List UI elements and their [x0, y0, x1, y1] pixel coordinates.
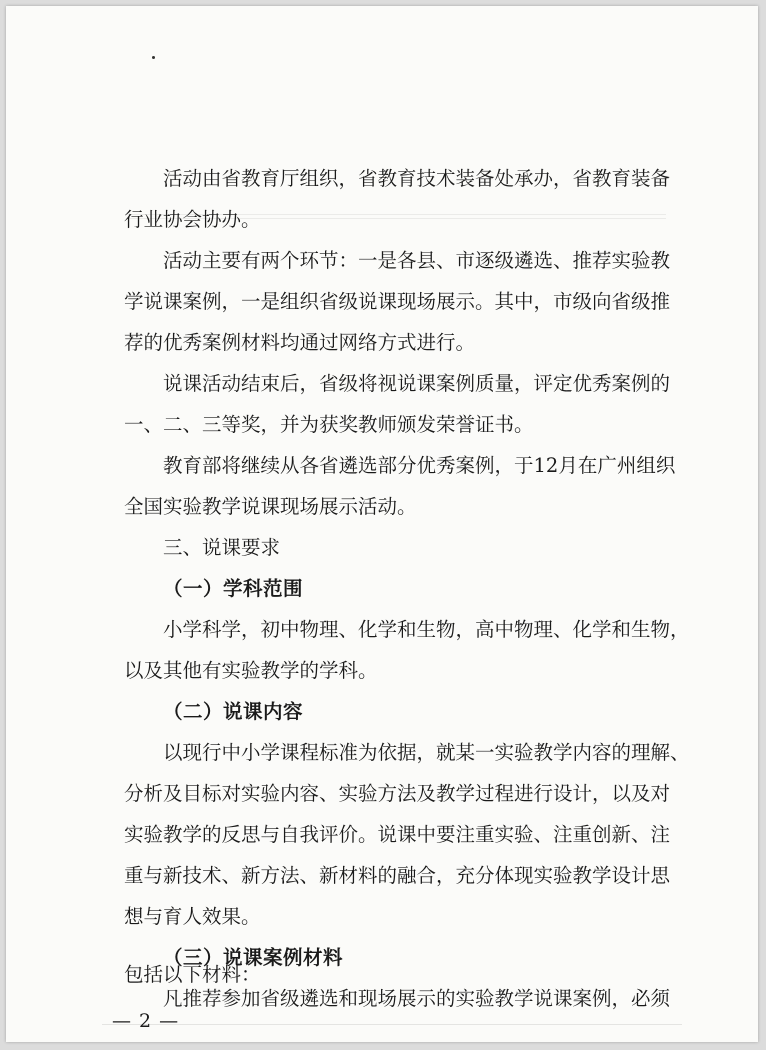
bottom-rule — [102, 1024, 682, 1025]
body-line: 活动主要有两个环节：一是各县、市逐级遴选、推荐实验教 — [163, 249, 671, 272]
body-line: 说课活动结束后，省级将视说课案例质量，评定优秀案例的 — [163, 372, 671, 395]
body-line: 小学科学，初中物理、化学和生物，高中物理、化学和生物， — [163, 618, 690, 641]
document-page — [6, 6, 758, 1042]
body-line: 活动由省教育厅组织，省教育技术装备处承办，省教育装备 — [163, 167, 671, 190]
body-line: 行业协会协办。 — [124, 208, 261, 231]
body-line: 以现行中小学课程标准为依据，就某一实验教学内容的理解、 — [163, 741, 690, 764]
body-line: 学说课案例，一是组织省级说课现场展示。其中，市级向省级推 — [124, 290, 671, 313]
section-heading: 三、说课要求 — [163, 536, 281, 559]
body-line: 实验教学的反思与自我评价。说课中要注重实验、注重创新、注 — [124, 823, 671, 846]
body-line: 包括以下材料： — [124, 963, 261, 986]
body-line: 分析及目标对实验内容、实验方法及教学过程进行设计，以及对 — [124, 782, 671, 805]
body-line: 重与新技术、新方法、新材料的融合，充分体现实验教学设计思 — [124, 864, 671, 887]
subsection-heading: （三）说课案例材料 — [163, 946, 344, 969]
body-line: 教育部将继续从各省遴选部分优秀案例，于12月在广州组织 — [163, 454, 676, 477]
body-line: 以及其他有实验教学的学科。 — [124, 659, 378, 682]
body-line: 全国实验教学说课现场展示活动。 — [124, 495, 417, 518]
body-line: 一、二、三等奖，并为获奖教师颁发荣誉证书。 — [124, 413, 534, 436]
body-line: 想与育人效果。 — [124, 905, 261, 928]
body-line: 凡推荐参加省级遴选和现场展示的实验教学说课案例，必须 — [163, 987, 671, 1010]
scan-speck — [152, 56, 155, 59]
subsection-heading: （二）说课内容 — [163, 700, 304, 723]
subsection-heading: （一）学科范围 — [163, 577, 304, 600]
page-number: — 2 — — [112, 1010, 180, 1032]
body-line: 荐的优秀案例材料均通过网络方式进行。 — [124, 331, 476, 354]
